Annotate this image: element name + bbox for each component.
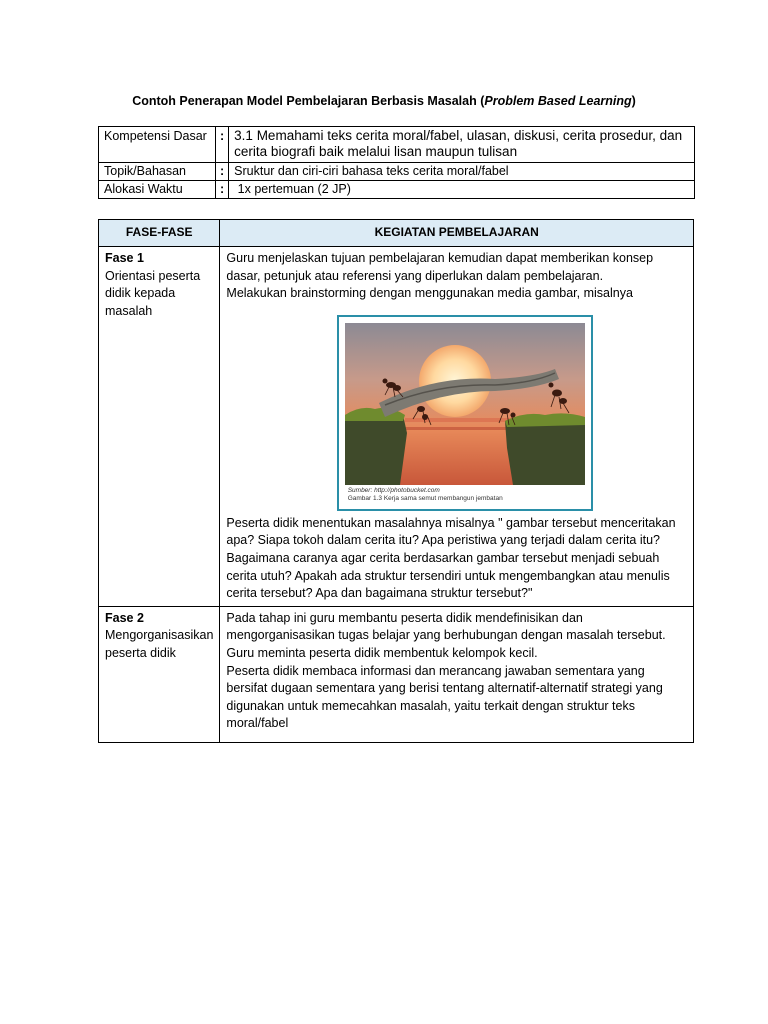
header-kegiatan: KEGIATAN PEMBELAJARAN — [220, 220, 694, 247]
activity-paragraph: Guru menjelaskan tujuan pembelajaran kemudian dapat memberikan konsep dasar, petunjuk atau referensi yang diperlukan dalam pembelajaran. — [226, 251, 654, 283]
phases-header-row — [99, 220, 694, 247]
ant-bridge-figure — [337, 315, 593, 511]
phase-name: Fase 2 — [105, 610, 144, 625]
info-colon: : — [216, 181, 229, 199]
figure-caption: Gambar 1.3 Kerja sama semut membangun jembatan — [347, 494, 503, 502]
title-italic: Problem Based Learning — [484, 94, 632, 108]
phase-name: Fase 1 — [105, 251, 144, 265]
activity-cell — [220, 606, 694, 742]
info-row-alokasi — [99, 181, 695, 199]
info-value: Sruktur dan ciri-ciri bahasa teks cerita moral/fabel — [229, 163, 695, 181]
title-main: Contoh Penerapan Model Pembelajaran Berbasis Masalah ( — [132, 94, 485, 108]
info-label: Kompetensi Dasar — [99, 127, 216, 163]
phases-table — [98, 219, 694, 743]
phase-cell — [99, 247, 220, 607]
phase-description: Orientasi peserta didik kepada masalah — [105, 268, 201, 318]
figure-source: Sumber: http://photobucket.com — [347, 486, 440, 494]
ant-bridge-image — [345, 323, 585, 485]
phase-row-2 — [99, 606, 694, 742]
info-label: Topik/Bahasan — [99, 163, 216, 181]
info-colon: : — [216, 163, 229, 181]
activity-cell — [220, 247, 694, 607]
phase-cell — [99, 606, 220, 742]
phase-description: Mengorganisasikan peserta didik — [105, 628, 214, 660]
document-title — [0, 93, 768, 109]
info-label: Alokasi Waktu — [99, 181, 216, 199]
info-row-kompetensi — [99, 127, 695, 163]
activity-paragraph: Guru meminta peserta didik membentuk kelompok kecil. — [226, 645, 538, 660]
info-colon: : — [216, 127, 229, 163]
title-close: ) — [631, 94, 636, 108]
phase-row-1 — [99, 247, 694, 607]
info-table — [98, 126, 695, 199]
activity-paragraph: Peserta didik membaca informasi dan merancang jawaban sementara yang bersifat dugaan sementara yang berisi tentang alternatif-alternatif strategi yang digunakan untuk memecahkan masalah, yaitu terkait dengan struktur teks moral/fabel — [226, 663, 663, 731]
activity-paragraph: Melakukan brainstorming dengan menggunakan media gambar, misalnya — [226, 286, 633, 301]
info-row-topik — [99, 163, 695, 181]
activity-paragraph: Pada tahap ini guru membantu peserta didik mendefinisikan dan mengorganisasikan tugas belajar yang berhubungan dengan masalah tersebut. — [226, 610, 666, 643]
activity-paragraph: Peserta didik menentukan masalahnya misalnya " gambar tersebut menceritakan apa? Siapa tokoh dalam cerita itu? Apa peristiwa yang terjadi dalam cerita itu? Bagaimana caranya agar cerita berdasarkan gambar tersebut menjadi sebuah cerita utuh? Apakah ada struktur tersendiri untuk mengembangkan atau menulis cerita tersebut? Apa dan bagaimana struktur tersebut?" — [226, 515, 676, 601]
info-value: 1x pertemuan (2 JP) — [229, 181, 695, 199]
header-fase: FASE-FASE — [99, 220, 220, 247]
info-value: 3.1 Memahami teks cerita moral/fabel, ulasan, diskusi, cerita prosedur, dan cerita biografi baik melalui lisan maupun tulisan — [229, 127, 695, 163]
